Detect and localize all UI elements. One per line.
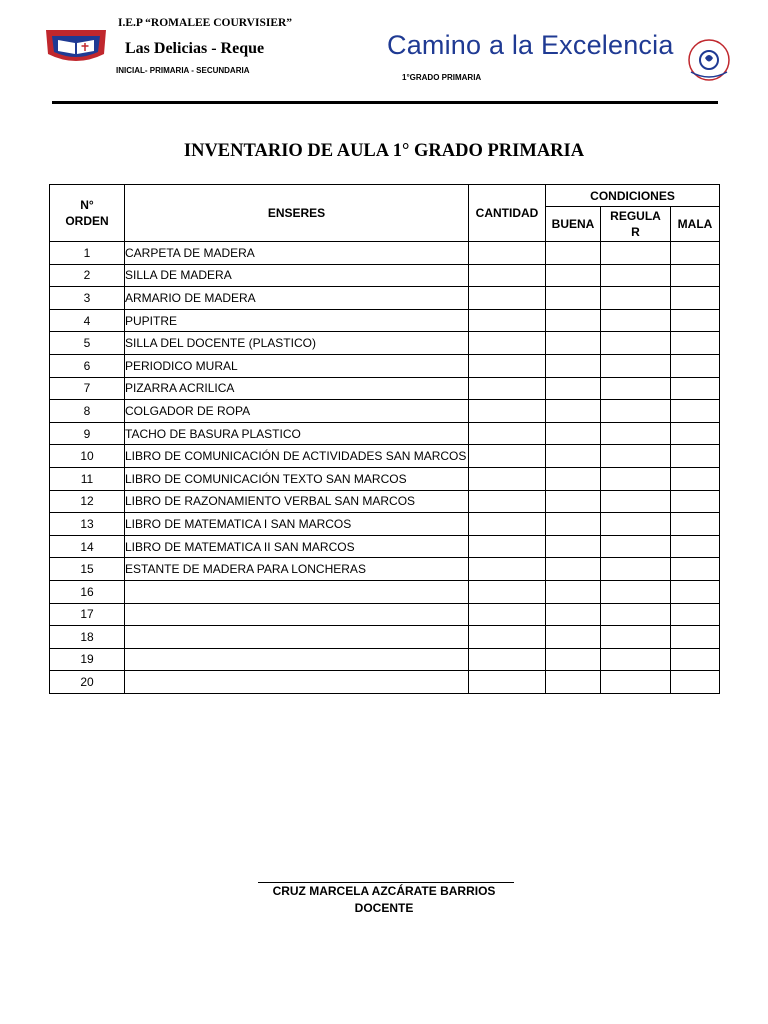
table-row	[50, 422, 720, 445]
order-cell: 19	[50, 648, 125, 671]
item-cell	[125, 671, 469, 694]
quantity-cell	[469, 467, 546, 490]
regular-cell	[601, 422, 671, 445]
good-cell	[546, 648, 601, 671]
school-name: I.E.P “ROMALEE COURVISIER”	[118, 17, 293, 29]
regular-cell	[601, 400, 671, 423]
order-cell: 14	[50, 535, 125, 558]
good-cell	[546, 400, 601, 423]
bad-cell	[671, 490, 720, 513]
order-cell: 13	[50, 513, 125, 536]
regular-cell	[601, 242, 671, 265]
inventory-table	[49, 184, 720, 694]
order-cell: 12	[50, 490, 125, 513]
regular-cell	[601, 535, 671, 558]
bad-cell	[671, 603, 720, 626]
header-quantity: CANTIDAD	[469, 185, 546, 242]
table-row	[50, 626, 720, 649]
signature-line	[258, 882, 514, 883]
regular-cell	[601, 671, 671, 694]
item-cell: ARMARIO DE MADERA	[125, 287, 469, 310]
grade-line: 1°GRADO PRIMARIA	[402, 73, 482, 82]
item-cell: SILLA DE MADERA	[125, 264, 469, 287]
item-cell: TACHO DE BASURA PLASTICO	[125, 422, 469, 445]
quantity-cell	[469, 377, 546, 400]
regular-cell	[601, 467, 671, 490]
header-regular: REGULAR	[601, 207, 671, 242]
order-cell: 11	[50, 467, 125, 490]
table-row	[50, 580, 720, 603]
good-cell	[546, 490, 601, 513]
table-row	[50, 400, 720, 423]
bad-cell	[671, 580, 720, 603]
bad-cell	[671, 648, 720, 671]
signature-name: CRUZ MARCELA AZCÁRATE BARRIOS	[272, 884, 496, 898]
item-cell: LIBRO DE MATEMATICA I SAN MARCOS	[125, 513, 469, 536]
document-title: INVENTARIO DE AULA 1° GRADO PRIMARIA	[183, 141, 585, 161]
regular-cell	[601, 264, 671, 287]
quantity-cell	[469, 332, 546, 355]
item-cell: CARPETA DE MADERA	[125, 242, 469, 265]
order-cell: 8	[50, 400, 125, 423]
quantity-cell	[469, 400, 546, 423]
quantity-cell	[469, 287, 546, 310]
regular-cell	[601, 332, 671, 355]
regular-cell	[601, 580, 671, 603]
quantity-cell	[469, 603, 546, 626]
good-cell	[546, 287, 601, 310]
item-cell: PIZARRA ACRILICA	[125, 377, 469, 400]
quantity-cell	[469, 309, 546, 332]
quantity-cell	[469, 513, 546, 536]
table-row	[50, 377, 720, 400]
bad-cell	[671, 332, 720, 355]
good-cell	[546, 671, 601, 694]
regular-cell	[601, 354, 671, 377]
quantity-cell	[469, 264, 546, 287]
table-row	[50, 490, 720, 513]
good-cell	[546, 558, 601, 581]
quantity-cell	[469, 445, 546, 468]
header-divider	[52, 101, 718, 104]
table-row	[50, 671, 720, 694]
good-cell	[546, 626, 601, 649]
school-location: Las Delicias - Reque	[125, 40, 265, 57]
order-cell: 10	[50, 445, 125, 468]
good-cell	[546, 535, 601, 558]
quantity-cell	[469, 580, 546, 603]
regular-cell	[601, 558, 671, 581]
bad-cell	[671, 422, 720, 445]
table-row	[50, 513, 720, 536]
order-cell: 17	[50, 603, 125, 626]
quantity-cell	[469, 422, 546, 445]
good-cell	[546, 332, 601, 355]
bad-cell	[671, 309, 720, 332]
order-cell: 15	[50, 558, 125, 581]
school-crest-logo	[44, 28, 108, 66]
order-cell: 7	[50, 377, 125, 400]
quantity-cell	[469, 671, 546, 694]
good-cell	[546, 580, 601, 603]
order-cell: 9	[50, 422, 125, 445]
item-cell: COLGADOR DE ROPA	[125, 400, 469, 423]
item-cell: LIBRO DE COMUNICACIÓN DE ACTIVIDADES SAN MARCOS	[125, 445, 469, 468]
good-cell	[546, 513, 601, 536]
regular-cell	[601, 287, 671, 310]
quantity-cell	[469, 535, 546, 558]
quantity-cell	[469, 242, 546, 265]
bad-cell	[671, 400, 720, 423]
order-cell: 18	[50, 626, 125, 649]
good-cell	[546, 467, 601, 490]
bad-cell	[671, 535, 720, 558]
item-cell: SILLA DEL DOCENTE (PLASTICO)	[125, 332, 469, 355]
header-bad: MALA	[671, 207, 720, 242]
bad-cell	[671, 264, 720, 287]
order-cell: 20	[50, 671, 125, 694]
good-cell	[546, 603, 601, 626]
bad-cell	[671, 513, 720, 536]
item-cell: LIBRO DE RAZONAMIENTO VERBAL SAN MARCOS	[125, 490, 469, 513]
slogan: Camino a la Excelencia	[387, 30, 674, 60]
bad-cell	[671, 354, 720, 377]
good-cell	[546, 354, 601, 377]
quantity-cell	[469, 626, 546, 649]
school-levels: INICIAL- PRIMARIA - SECUNDARIA	[116, 66, 250, 75]
table-row	[50, 603, 720, 626]
bad-cell	[671, 626, 720, 649]
bad-cell	[671, 671, 720, 694]
table-row	[50, 309, 720, 332]
table-row	[50, 264, 720, 287]
item-cell: LIBRO DE MATEMATICA II SAN MARCOS	[125, 535, 469, 558]
item-cell: PERIODICO MURAL	[125, 354, 469, 377]
item-cell: LIBRO DE COMUNICACIÓN TEXTO SAN MARCOS	[125, 467, 469, 490]
order-cell: 6	[50, 354, 125, 377]
regular-cell	[601, 513, 671, 536]
quantity-cell	[469, 490, 546, 513]
header-items: ENSERES	[125, 185, 469, 242]
order-cell: 16	[50, 580, 125, 603]
childrens-fund-seal-logo	[675, 38, 739, 82]
table-row	[50, 535, 720, 558]
table-row	[50, 287, 720, 310]
regular-cell	[601, 603, 671, 626]
order-cell: 4	[50, 309, 125, 332]
regular-cell	[601, 377, 671, 400]
bad-cell	[671, 287, 720, 310]
order-cell: 2	[50, 264, 125, 287]
regular-cell	[601, 309, 671, 332]
regular-cell	[601, 490, 671, 513]
bad-cell	[671, 377, 720, 400]
table-row	[50, 332, 720, 355]
regular-cell	[601, 445, 671, 468]
good-cell	[546, 377, 601, 400]
bad-cell	[671, 467, 720, 490]
quantity-cell	[469, 648, 546, 671]
quantity-cell	[469, 354, 546, 377]
item-cell	[125, 580, 469, 603]
table-row	[50, 467, 720, 490]
table-row	[50, 648, 720, 671]
item-cell	[125, 626, 469, 649]
bad-cell	[671, 242, 720, 265]
item-cell: ESTANTE DE MADERA PARA LONCHERAS	[125, 558, 469, 581]
good-cell	[546, 445, 601, 468]
regular-cell	[601, 648, 671, 671]
good-cell	[546, 309, 601, 332]
bad-cell	[671, 445, 720, 468]
order-cell: 3	[50, 287, 125, 310]
table-row	[50, 354, 720, 377]
header-order: N° ORDEN	[50, 185, 125, 242]
good-cell	[546, 264, 601, 287]
good-cell	[546, 422, 601, 445]
item-cell	[125, 603, 469, 626]
order-cell: 1	[50, 242, 125, 265]
table-row	[50, 445, 720, 468]
table-row	[50, 558, 720, 581]
order-cell: 5	[50, 332, 125, 355]
regular-cell	[601, 626, 671, 649]
header-good: BUENA	[546, 207, 601, 242]
table-row	[50, 242, 720, 265]
bad-cell	[671, 558, 720, 581]
item-cell: PUPITRE	[125, 309, 469, 332]
signature-role: DOCENTE	[354, 901, 414, 915]
good-cell	[546, 242, 601, 265]
header-conditions: CONDICIONES	[546, 185, 720, 207]
item-cell	[125, 648, 469, 671]
quantity-cell	[469, 558, 546, 581]
